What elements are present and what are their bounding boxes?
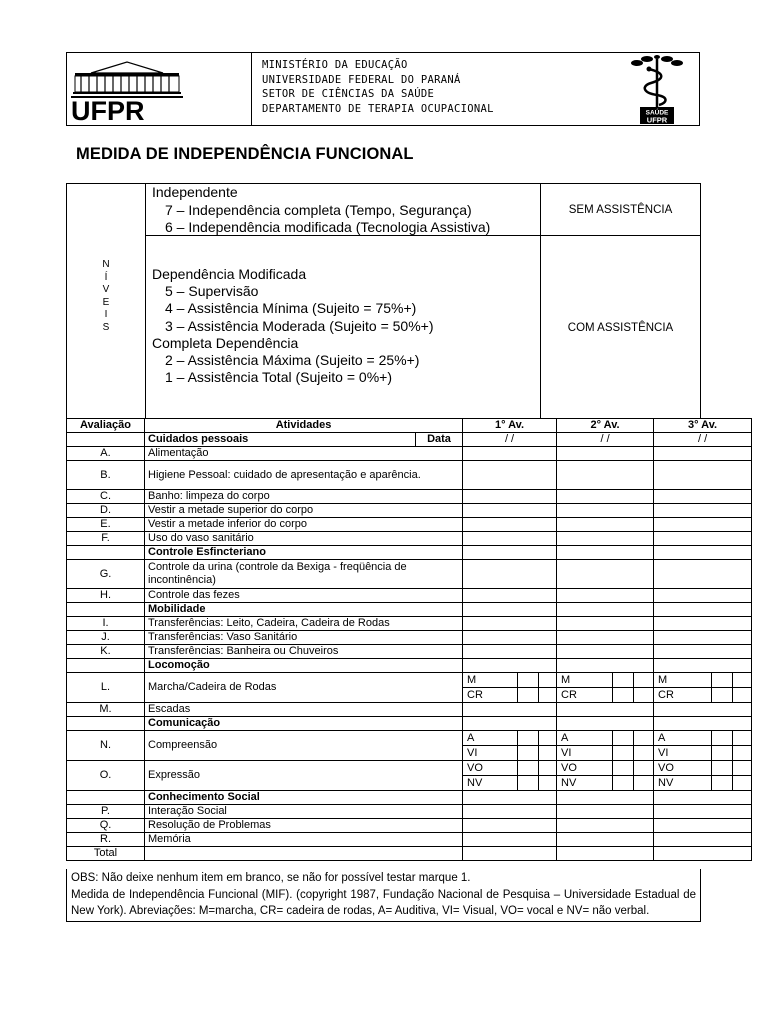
score-av1[interactable] [463, 703, 557, 717]
score-av1-nv-extra[interactable] [539, 776, 557, 791]
score-av1[interactable] [463, 645, 557, 659]
av2-header: 2° Av. [557, 419, 654, 433]
score-av1-vo-extra[interactable] [539, 761, 557, 776]
table-row [67, 805, 752, 819]
empty-cell [654, 659, 752, 673]
section-row-locomotion [67, 659, 752, 673]
row-activity: Interação Social [145, 805, 463, 819]
total-av1[interactable] [463, 847, 557, 861]
table-row [67, 461, 752, 490]
sub-label-a: A [463, 731, 518, 746]
table-row [67, 490, 752, 504]
niveis-letter: N [102, 259, 110, 270]
saude-ufpr-logo [613, 53, 699, 125]
table-header-row [67, 419, 752, 433]
empty-cell [145, 847, 463, 861]
level-5: 5 – Supervisão [165, 283, 259, 300]
ministry-line: MINISTÉRIO DA EDUCAÇÃO [262, 59, 408, 71]
sub-label-vo: VO [557, 761, 613, 776]
sector-line: SETOR DE CIÊNCIAS DA SAÚDE [262, 88, 435, 100]
svg-text:SAÚDE: SAÚDE [645, 109, 669, 117]
row-activity: Transferências: Leito, Cadeira, Cadeira de Rodas [145, 617, 463, 631]
row-code: C. [67, 490, 145, 504]
level-3: 3 – Assistência Moderada (Sujeito = 50%+) [165, 317, 434, 334]
sub-label-vo: VO [654, 761, 712, 776]
niveis-letter: V [102, 284, 110, 295]
empty-cell [463, 791, 557, 805]
niveis-letter: E [102, 296, 110, 308]
score-av3[interactable] [654, 833, 752, 847]
section-self-care: Cuidados pessoais [145, 433, 416, 447]
empty-cell [67, 717, 145, 731]
score-av2-vo[interactable] [613, 761, 634, 776]
score-av1[interactable] [463, 447, 557, 461]
empty-cell [463, 717, 557, 731]
score-av1-m[interactable] [518, 673, 539, 688]
score-av3[interactable] [654, 589, 752, 603]
score-av2[interactable] [557, 617, 654, 631]
sub-label-m: M [654, 673, 712, 688]
score-av2[interactable] [557, 461, 654, 490]
row-activity: Banho: limpeza do corpo [145, 490, 463, 504]
score-av2-nv[interactable] [613, 776, 634, 791]
row-activity: Controle das fezes [145, 589, 463, 603]
row-activity: Controle da urina (controle da Bexiga - freqüência de incontinência) [145, 560, 463, 589]
total-av3[interactable] [654, 847, 752, 861]
row-activity: Expressão [145, 761, 463, 791]
empty-cell [67, 791, 145, 805]
row-code: B. [67, 461, 145, 490]
score-av2[interactable] [557, 589, 654, 603]
row-code: F. [67, 532, 145, 546]
evaluation-header: Avaliação [67, 419, 145, 433]
total-row [67, 847, 752, 861]
level-4: 4 – Assistência Mínima (Sujeito = 75%+) [165, 300, 417, 317]
table-row [67, 617, 752, 631]
caduceus-icon [629, 55, 685, 125]
score-av3[interactable] [654, 703, 752, 717]
independent-heading: Independente [152, 184, 238, 200]
score-av1[interactable] [463, 490, 557, 504]
score-av2[interactable] [557, 819, 654, 833]
row-activity: Higiene Pessoal: cuidado de apresentação e aparência. [145, 461, 463, 490]
total-av2[interactable] [557, 847, 654, 861]
empty-cell [463, 659, 557, 673]
empty-cell [557, 717, 654, 731]
levels-description [145, 184, 541, 419]
section-row-mobility [67, 603, 752, 617]
empty-cell [67, 603, 145, 617]
score-av1[interactable] [463, 560, 557, 589]
score-av2[interactable] [557, 518, 654, 532]
score-av3[interactable] [654, 645, 752, 659]
section-social: Conhecimento Social [145, 791, 463, 805]
table-row [67, 673, 752, 688]
score-av2-vi-extra[interactable] [634, 746, 654, 761]
empty-cell [67, 659, 145, 673]
sub-label-a: A [557, 731, 613, 746]
level-6: 6 – Independência modificada (Tecnologia Assistiva) [165, 219, 491, 235]
score-av2[interactable] [557, 447, 654, 461]
score-av2[interactable] [557, 703, 654, 717]
score-av2-m-extra[interactable] [634, 673, 654, 688]
section-mobility: Mobilidade [145, 603, 463, 617]
score-av2-cr-extra[interactable] [634, 688, 654, 703]
date-header: Data [416, 433, 463, 447]
sem-assistencia-label: SEM ASSISTÊNCIA [568, 203, 673, 216]
score-av3-m-extra[interactable] [733, 673, 752, 688]
score-av1[interactable] [463, 833, 557, 847]
row-code: J. [67, 631, 145, 645]
score-av1[interactable] [463, 461, 557, 490]
row-activity: Resolução de Problemas [145, 819, 463, 833]
levels-box [66, 183, 701, 419]
score-av3-m[interactable] [712, 673, 733, 688]
row-activity: Transferências: Vaso Sanitário [145, 631, 463, 645]
score-av1[interactable] [463, 589, 557, 603]
score-av1-vi-extra[interactable] [539, 746, 557, 761]
score-av2-a-extra[interactable] [634, 731, 654, 746]
date-av2[interactable]: / / [557, 433, 654, 447]
notes-box [66, 869, 701, 922]
empty-cell [67, 433, 145, 447]
sub-label-a: A [654, 731, 712, 746]
row-activity: Compreensão [145, 731, 463, 761]
modified-dependence-heading: Dependência Modificada [152, 266, 307, 282]
score-av3[interactable] [654, 819, 752, 833]
score-av3-nv-extra[interactable] [733, 776, 752, 791]
niveis-letter: Í [104, 271, 108, 283]
sub-label-m: M [463, 673, 518, 688]
section-row-social [67, 791, 752, 805]
score-av3-vo[interactable] [712, 761, 733, 776]
score-av3[interactable] [654, 560, 752, 589]
niveis-vertical-label [67, 259, 145, 334]
table-row [67, 504, 752, 518]
empty-cell [557, 791, 654, 805]
score-av2-m[interactable] [613, 673, 634, 688]
table-row [67, 761, 752, 776]
score-av1-cr[interactable] [518, 688, 539, 703]
score-av2[interactable] [557, 504, 654, 518]
row-activity: Vestir a metade superior do corpo [145, 504, 463, 518]
row-code: I. [67, 617, 145, 631]
score-av1[interactable] [463, 504, 557, 518]
niveis-letter: S [102, 321, 110, 333]
score-av1-a[interactable] [518, 731, 539, 746]
row-code: N. [67, 731, 145, 761]
score-av3[interactable] [654, 805, 752, 819]
table-row [67, 703, 752, 717]
com-assistencia-label: COM ASSISTÊNCIA [567, 321, 674, 334]
score-av3[interactable] [654, 504, 752, 518]
score-av3[interactable] [654, 461, 752, 490]
row-activity: Memória [145, 833, 463, 847]
score-av1[interactable] [463, 819, 557, 833]
score-av2-vi[interactable] [613, 746, 634, 761]
row-code: O. [67, 761, 145, 791]
empty-cell [67, 546, 145, 560]
row-code: P. [67, 805, 145, 819]
empty-cell [654, 603, 752, 617]
empty-cell [654, 791, 752, 805]
empty-cell [654, 717, 752, 731]
score-av2[interactable] [557, 805, 654, 819]
level-2: 2 – Assistência Máxima (Sujeito = 25%+) [165, 352, 420, 369]
activities-table [66, 418, 752, 861]
empty-cell [463, 546, 557, 560]
section-row-self-care [67, 433, 752, 447]
row-code: E. [67, 518, 145, 532]
row-activity: Marcha/Cadeira de Rodas [145, 673, 463, 703]
document-header [66, 52, 700, 126]
score-av1[interactable] [463, 631, 557, 645]
row-code: Q. [67, 819, 145, 833]
score-av1-m-extra[interactable] [539, 673, 557, 688]
row-activity: Alimentação [145, 447, 463, 461]
score-av3[interactable] [654, 490, 752, 504]
sub-label-vo: VO [463, 761, 518, 776]
score-av2[interactable] [557, 490, 654, 504]
score-av1[interactable] [463, 617, 557, 631]
sub-label-vi: VI [463, 746, 518, 761]
svg-text:UFPR: UFPR [646, 115, 668, 125]
score-av3-cr[interactable] [712, 688, 733, 703]
row-code: H. [67, 589, 145, 603]
score-av3-nv[interactable] [712, 776, 733, 791]
row-code: M. [67, 703, 145, 717]
score-av3[interactable] [654, 447, 752, 461]
table-row [67, 518, 752, 532]
row-activity: Vestir a metade inferior do corpo [145, 518, 463, 532]
empty-cell [557, 546, 654, 560]
sub-label-nv: NV [463, 776, 518, 791]
row-code: R. [67, 833, 145, 847]
table-row [67, 731, 752, 746]
level-7: 7 – Independência completa (Tempo, Segurança) [165, 201, 472, 218]
empty-cell [654, 546, 752, 560]
sub-label-vi: VI [557, 746, 613, 761]
dependent-levels [152, 266, 434, 386]
section-row-communication [67, 717, 752, 731]
complete-dependence-heading: Completa Dependência [152, 334, 299, 351]
institution-block [252, 53, 613, 125]
score-av3[interactable] [654, 518, 752, 532]
obs-note: OBS: Não deixe nenhum item em branco, se não for possível testar marque 1. [71, 872, 471, 884]
row-code: K. [67, 645, 145, 659]
score-av3-vo-extra[interactable] [733, 761, 752, 776]
university-line: UNIVERSIDADE FEDERAL DO PARANÁ [262, 73, 461, 86]
total-label: Total [67, 847, 145, 861]
sub-label-nv: NV [557, 776, 613, 791]
table-row [67, 645, 752, 659]
row-code: D. [67, 504, 145, 518]
score-av1-a-extra[interactable] [539, 731, 557, 746]
score-av3-vi[interactable] [712, 746, 733, 761]
score-av1[interactable] [463, 532, 557, 546]
ufpr-logo-text: UFPR [71, 96, 145, 121]
score-av2[interactable] [557, 833, 654, 847]
score-av3-a-extra[interactable] [733, 731, 752, 746]
av1-header: 1° Av. [463, 419, 557, 433]
department-line: DEPARTAMENTO DE TERAPIA OCUPACIONAL [262, 102, 494, 115]
niveis-column [67, 184, 146, 419]
date-av3[interactable]: / / [654, 433, 752, 447]
score-av2-a[interactable] [613, 731, 634, 746]
score-av2[interactable] [557, 631, 654, 645]
score-av2[interactable] [557, 560, 654, 589]
section-sphincter: Controle Esfincteriano [145, 546, 463, 560]
table-row [67, 631, 752, 645]
table-row [67, 532, 752, 546]
row-code: G. [67, 560, 145, 589]
level-1: 1 – Assistência Total (Sujeito = 0%+) [165, 369, 392, 386]
university-building-icon [71, 59, 247, 121]
score-av3-vi-extra[interactable] [733, 746, 752, 761]
empty-cell [557, 603, 654, 617]
score-av1[interactable] [463, 805, 557, 819]
score-av1-cr-extra[interactable] [539, 688, 557, 703]
row-activity: Transferências: Banheira ou Chuveiros [145, 645, 463, 659]
reference-note: Medida de Independência Funcional (MIF). (copyright 1987, Fundação Nacional de Pesquisa – Universidade Estadual de New York). Abreviações: M=marcha, CR= cadeira de rodas, A= Auditiva, VI= Visual, VO= vocal e NV= não verbal. [71, 888, 696, 918]
empty-cell [557, 659, 654, 673]
score-av3[interactable] [654, 631, 752, 645]
sub-label-vi: VI [654, 746, 712, 761]
section-locomotion: Locomoção [145, 659, 463, 673]
section-communication: Comunicação [145, 717, 463, 731]
table-row [67, 589, 752, 603]
score-av2[interactable] [557, 532, 654, 546]
ufpr-logo [67, 53, 252, 125]
score-av2-cr[interactable] [613, 688, 634, 703]
sub-label-cr: CR [463, 688, 518, 703]
sub-label-nv: NV [654, 776, 712, 791]
row-activity: Uso do vaso sanitário [145, 532, 463, 546]
section-row-sphincter [67, 546, 752, 560]
activities-header: Atividades [145, 419, 463, 433]
table-row [67, 447, 752, 461]
document-title: MEDIDA DE INDEPENDÊNCIA FUNCIONAL [76, 145, 414, 163]
score-av3[interactable] [654, 532, 752, 546]
row-code: A. [67, 447, 145, 461]
score-av1[interactable] [463, 518, 557, 532]
independent-levels [152, 184, 490, 235]
score-av3-a[interactable] [712, 731, 733, 746]
table-row [67, 819, 752, 833]
score-av2-nv-extra[interactable] [634, 776, 654, 791]
table-row [67, 833, 752, 847]
score-av2-vo-extra[interactable] [634, 761, 654, 776]
score-av1-vi[interactable] [518, 746, 539, 761]
niveis-letter: I [104, 309, 108, 320]
row-code: L. [67, 673, 145, 703]
score-av1-vo[interactable] [518, 761, 539, 776]
table-row [67, 560, 752, 589]
score-av3-cr-extra[interactable] [733, 688, 752, 703]
av3-header: 3° Av. [654, 419, 752, 433]
empty-cell [463, 603, 557, 617]
row-activity: Escadas [145, 703, 463, 717]
sub-label-cr: CR [654, 688, 712, 703]
date-av1[interactable]: / / [463, 433, 557, 447]
score-av3[interactable] [654, 617, 752, 631]
score-av2[interactable] [557, 645, 654, 659]
sub-label-cr: CR [557, 688, 613, 703]
score-av1-nv[interactable] [518, 776, 539, 791]
sub-label-m: M [557, 673, 613, 688]
